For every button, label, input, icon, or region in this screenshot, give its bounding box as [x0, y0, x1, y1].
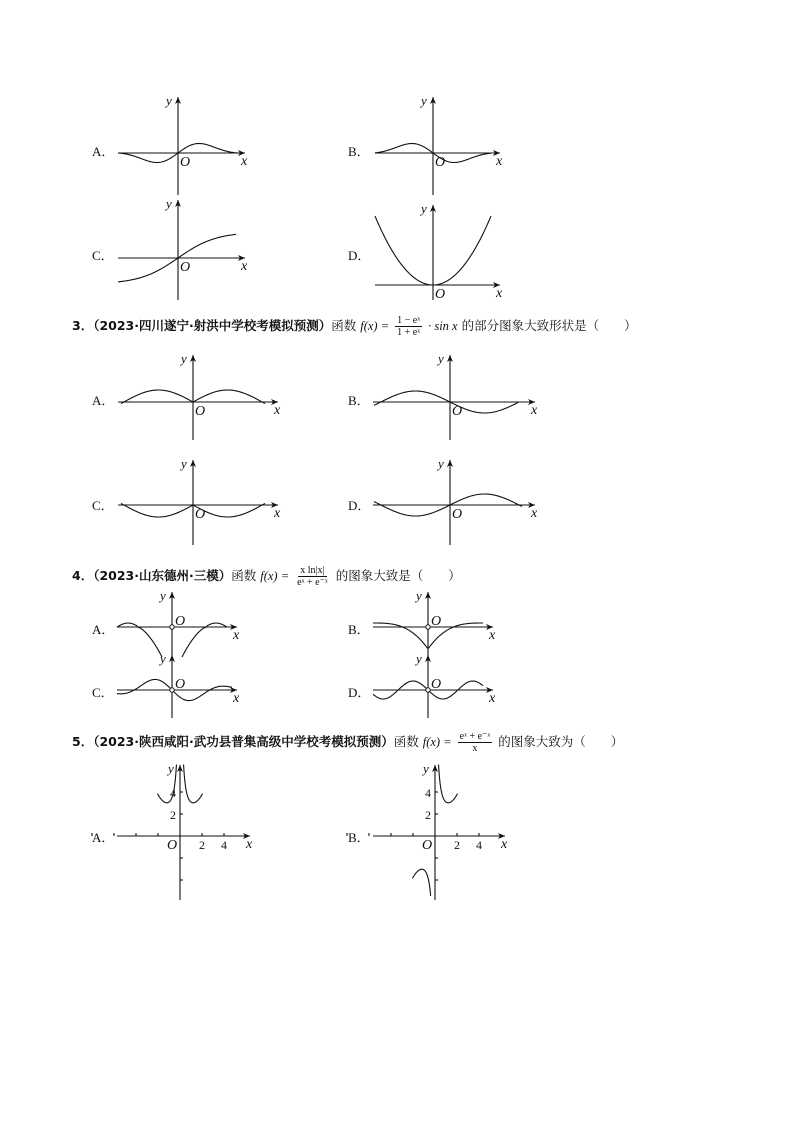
q5a-y-label: y — [168, 761, 174, 776]
q3b-origin-label: O — [452, 404, 463, 419]
q3-lhs: f(x) = — [360, 319, 390, 333]
q3-number: 3． — [72, 318, 94, 333]
q5a-ytick-label-2: 2 — [170, 808, 176, 822]
q3c-x-label: x — [274, 506, 281, 521]
q5b-origin-label: O — [422, 838, 433, 853]
q4d-y-label: y — [416, 651, 422, 666]
q4b-origin-label: O — [431, 614, 442, 629]
q4c-origin-label: O — [175, 677, 186, 692]
q3a-x-label: x — [274, 403, 281, 418]
q4d-hole — [426, 688, 430, 692]
q3-option-b-label[interactable]: B． — [348, 393, 370, 408]
q3-numerator: 1 − eˣ — [397, 315, 421, 326]
q2-option-d-label[interactable]: D． — [348, 248, 371, 263]
q4-lhs: f(x) = — [260, 569, 290, 583]
q3-option-a-label[interactable]: A． — [92, 393, 115, 408]
q5a-x-label: x — [246, 837, 253, 852]
q2a-origin-label: O — [180, 155, 191, 170]
q5-source: （2023·陕西咸阳·武功县普集高级中学校考模拟预测） — [93, 734, 394, 749]
q2-option-b-label[interactable]: B． — [348, 144, 370, 159]
q4-post: 的图象大致是（ ） — [335, 568, 461, 583]
q4-option-a-label[interactable]: A． — [92, 622, 115, 637]
q4a-origin-label: O — [175, 614, 186, 629]
q3-tail: · sin x — [428, 319, 458, 333]
q5a-ytick-label-4: 4 — [170, 786, 176, 800]
q4-denominator: eˣ + e⁻ˣ — [297, 577, 328, 588]
q4c-hole — [170, 688, 174, 692]
q5b-xtick-label-4: 4 — [476, 838, 482, 852]
q5b-ytick-label-2: 2 — [425, 808, 431, 822]
q4a-curve-l — [117, 623, 162, 657]
q3a-y-label: y — [181, 351, 187, 366]
q2b-origin-label: O — [435, 155, 446, 170]
q2a-y-label: y — [166, 93, 172, 108]
q4d-x-label: x — [489, 691, 496, 706]
q3d-x-label: x — [531, 506, 538, 521]
q3-option-d-label[interactable]: D． — [348, 498, 371, 513]
q5b-curve-l — [412, 869, 430, 895]
q5a-curve-r — [184, 765, 203, 803]
q5-pre: 函数 — [393, 734, 419, 749]
q3-denominator: 1 + eˣ — [397, 327, 421, 338]
q2d-x-label: x — [496, 286, 503, 301]
q4b-y-label: y — [416, 588, 422, 603]
q2-option-a-label[interactable]: A． — [92, 144, 115, 159]
q2b-x-label: x — [496, 154, 503, 169]
q4-option-c-label[interactable]: C． — [92, 685, 114, 700]
q2c-origin-label: O — [180, 260, 191, 275]
q3b-y-label: y — [438, 351, 444, 366]
q5a-xtick-label-2: 2 — [199, 838, 205, 852]
q4-numerator: x ln|x| — [300, 565, 325, 576]
q4a-curve-r — [182, 623, 227, 657]
q4b-hole — [426, 625, 430, 629]
q2d-y-label: y — [421, 201, 427, 216]
q2a-x-label: x — [241, 154, 248, 169]
q4a-y-label: y — [160, 588, 166, 603]
q3-post: 的部分图象大致形状是（ ） — [461, 318, 637, 333]
q4b-x-label: x — [489, 628, 496, 643]
q3d-origin-label: O — [452, 507, 463, 522]
q5-post: 的图象大致为（ ） — [498, 734, 624, 749]
q4a-x-label: x — [233, 628, 240, 643]
q5b-curve-r — [439, 765, 458, 803]
q2c-x-label: x — [241, 259, 248, 274]
q5-lhs: f(x) = — [422, 735, 452, 749]
q4-number: 4． — [72, 568, 94, 583]
q2-option-c-label[interactable]: C． — [92, 248, 114, 263]
q3-pre: 函数 — [331, 318, 357, 333]
q3-option-c-label[interactable]: C． — [92, 498, 114, 513]
q3b-x-label: x — [531, 403, 538, 418]
q3a-origin-label: O — [195, 404, 206, 419]
q4-pre: 函数 — [231, 568, 257, 583]
q4-option-d-label[interactable]: D． — [348, 685, 371, 700]
q3-source: （2023·四川遂宁·射洪中学校考模拟预测） — [93, 318, 332, 333]
q4d-origin-label: O — [431, 677, 442, 692]
q4-source: （2023·山东德州·三模） — [93, 568, 232, 583]
q2c-y-label: y — [166, 196, 172, 211]
q3c-y-label: y — [181, 456, 187, 471]
q5-numerator: eˣ + e⁻ˣ — [459, 731, 491, 742]
q4c-y-label: y — [160, 651, 166, 666]
q4-option-b-label[interactable]: B． — [348, 622, 370, 637]
q5a-origin-label: O — [167, 838, 178, 853]
q5a-xtick-label-4: 4 — [221, 838, 227, 852]
q5b-x-label: x — [501, 837, 508, 852]
q2d-origin-label: O — [435, 287, 446, 302]
q3c-origin-label: O — [195, 507, 206, 522]
q4c-x-label: x — [233, 691, 240, 706]
q5b-xtick-label-2: 2 — [454, 838, 460, 852]
q5-option-b-label[interactable]: B． — [348, 830, 370, 845]
q5-number: 5． — [72, 734, 94, 749]
q5b-y-label: y — [423, 761, 429, 776]
q3d-y-label: y — [438, 456, 444, 471]
q5-option-a-label[interactable]: A． — [92, 830, 115, 845]
q5b-ytick-label-4: 4 — [425, 786, 431, 800]
q2b-y-label: y — [421, 93, 427, 108]
q4a-hole — [170, 625, 174, 629]
q5-denominator: x — [472, 743, 478, 754]
